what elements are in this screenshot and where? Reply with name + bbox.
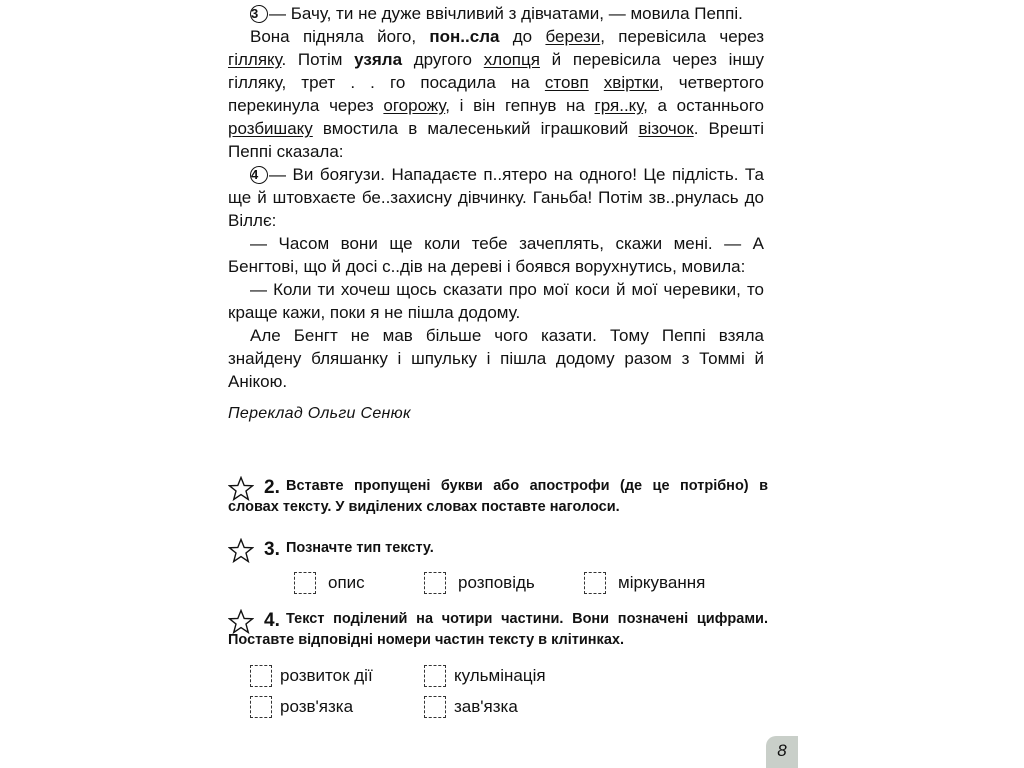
star-icon [228, 476, 254, 502]
underlined-word: хвіртки [603, 73, 659, 92]
underlined-word: хлопця [483, 50, 540, 69]
underlined-word: гілляку [228, 50, 282, 69]
answer-checkbox[interactable] [294, 572, 316, 594]
story-text [228, 2, 764, 425]
task-instruction: Текст поділений на чотири частини. Вони позначені цифрами. Поставте відповідні номери частин тексту в клітинках. [228, 611, 768, 648]
task-number: 4. [264, 610, 280, 631]
task-number: 2. [264, 477, 280, 498]
paragraph-4: — Часом вони ще коли тебе зачеплять, скажи мені. — А Бенгтові, що й досі с..дів на дереві і боявся ворухнутись, мовила: [228, 234, 764, 276]
answer-checkbox[interactable] [424, 572, 446, 594]
paragraph-3: 4 — Ви боягузи. Нападаєте п..ятеро на одного! Це підлість. Та ще й штовхаєте бе..захисну дівчинку. Ганьба! Потім зв..рнулась до Віллє: [228, 165, 764, 230]
underlined-word: гря..ку [594, 96, 644, 115]
task-instruction: Вставте пропущені букви або апострофи (де це потрібно) в словах тексту. У виділених словах поставте наголоси. [228, 478, 768, 515]
underlined-word: стовп [544, 73, 589, 92]
answer-cell[interactable] [424, 665, 446, 687]
underlined-word: берези [545, 27, 601, 46]
paragraph-6: Але Бенгт не мав більше чого казати. Тому Пеппі взяла знайдену бляшанку і шпульку і пішла додому разом з Томмі й Анікою. [228, 326, 764, 391]
paragraph-2: Вона підняла його, пон..сла до берези, перевісила через гілляку. Потім узяла другого хлопця й перевісила через іншу гілляку, трет . . го посадила на стовп хвіртки, четвертого перекинула через огорожу, і він гепнув на гря..ку, а останнього розбишаку вмостила в малесенький іграшковий візочок. Врешті Пеппі сказала: [228, 27, 764, 161]
star-icon [228, 609, 254, 635]
task-3 [228, 538, 768, 559]
option-resolution: розв'язка [250, 696, 353, 718]
option-narration: розповідь [424, 572, 535, 594]
paragraph-1: 3 — Бачу, ти не дуже ввічливий з дівчатами, — мовила Пеппі. [251, 4, 743, 23]
task-number: 3. [264, 539, 280, 560]
option-development: розвиток дії [250, 665, 373, 687]
highlighted-word: узяла [354, 50, 403, 69]
option-climax: кульмінація [424, 665, 546, 687]
option-description: опис [294, 572, 365, 594]
answer-cell[interactable] [250, 696, 272, 718]
task-2 [228, 476, 768, 518]
part-marker-3: 3 [250, 5, 268, 23]
part-marker-4: 4 [250, 166, 268, 184]
paragraph-5: — Коли ти хочеш щось сказати про мої коси й мої черевики, то краще кажи, поки я не пішла додому. [228, 280, 764, 322]
underlined-word: візочок [638, 119, 694, 138]
star-icon [228, 538, 254, 564]
answer-cell[interactable] [424, 696, 446, 718]
translator-credit: Переклад Ольги Сенюк [228, 405, 411, 422]
option-reasoning: міркування [584, 572, 705, 594]
underlined-word: розбишаку [228, 119, 313, 138]
task-4 [228, 609, 768, 651]
answer-cell[interactable] [250, 665, 272, 687]
task-instruction: Позначте тип тексту. [286, 540, 434, 556]
page-number: 8 [766, 736, 798, 768]
option-exposition: зав'язка [424, 696, 518, 718]
answer-checkbox[interactable] [584, 572, 606, 594]
highlighted-word: пон..сла [429, 27, 500, 46]
underlined-word: огорожу [383, 96, 446, 115]
